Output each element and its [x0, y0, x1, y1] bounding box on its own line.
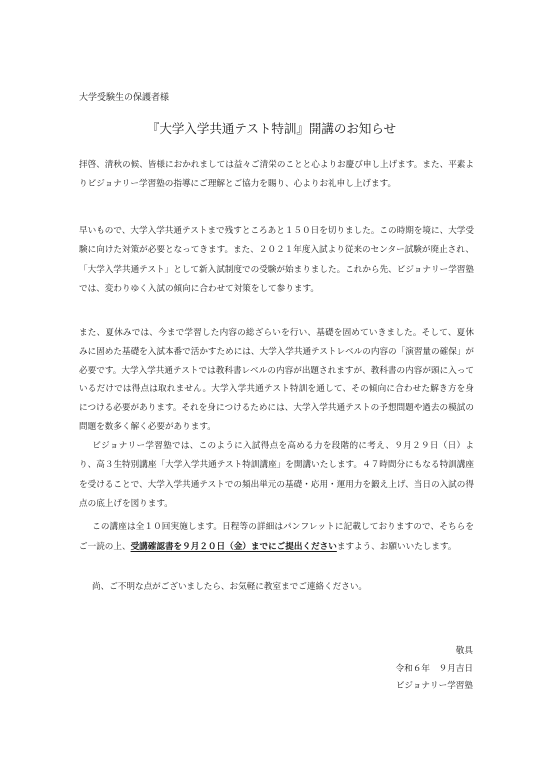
course-text: ビジョナリー学習塾では、このように入試得点を高める力を段階的に考え、９月２９日（日）より、高３生特別講座「大学入学共通テスト特訓講座」を開講いたします。４７時間分にもなる特訓講座を受けることで、大学入学共通テストでの頻出単元の基礎・応用・運用力を鍛え上げ、当日の入試の得点の底上げを図ります。 [79, 441, 474, 509]
summer-paragraph: また、夏休みでは、今まで学習した内容の総ざらいを行い、基礎を固めていきました。そして、夏休みに固めた基礎を入試本番で活かすためには、大学入学共通テストレベルの内容の「演習量の確保」が必要です。大学入学共通テストでは教科書レベルの内容が出題されますが、教科書の内容が頭に入っているだけでは得点は取れません。大学入学共通テスト特訓を通して、その傾向に合わせた解き方を身につける必要があります。それを身につけるためには、大学入学共通テストの予想問題や過去の模試の問題を数多く解く必要があります。 [79, 328, 474, 432]
sender-name: ビジョナリー学習塾 [395, 681, 473, 691]
contact-paragraph [79, 578, 474, 597]
contact-text: 尚、ご不明な点がございましたら、お気軽に教室までご連絡ください。 [92, 582, 368, 592]
schedule-paragraph [79, 517, 474, 557]
schedule-text-after: ますよう、お願いいたします。 [336, 542, 457, 552]
sign-off: 敬具 [455, 646, 473, 656]
submission-deadline: 受講確認書を９月２０日（金）までにご提出ください [130, 542, 337, 552]
letter-date: 令和６年 ９月吉日 [395, 664, 473, 674]
background-paragraph: 早いもので、大学入学共通テストまで残すところあと１５０日を切りました。この時期を境に、大学受験に向けた対策が必要となってきます。また、２０２１年度入試より従来のセンター試験が廃止され、「大学入学共通テスト」として新入試制度での受験が始まりました。これから先、ビジョナリー学習塾では、変わりゆく入試の傾向に合わせて対策をして参ります。 [79, 226, 474, 295]
addressee: 大学受験生の保護者様 [79, 93, 170, 103]
document-title: 『大学入学共通テスト特訓』開講のお知らせ [146, 121, 397, 136]
course-paragraph [79, 437, 474, 514]
greeting-paragraph: 拝啓、清秋の候、皆様におかれましては益々ご清栄のことと心よりお慶び申し上げます。また、平素よりビジョナリー学習塾の指導にご理解とご協力を賜り、心よりお礼申し上げます。 [79, 160, 474, 190]
schedule-text-before: この講座は全１０回実施します。日程等の詳細はパンフレットに記載しておりますので、そちらをご一読の上、 [79, 522, 474, 552]
